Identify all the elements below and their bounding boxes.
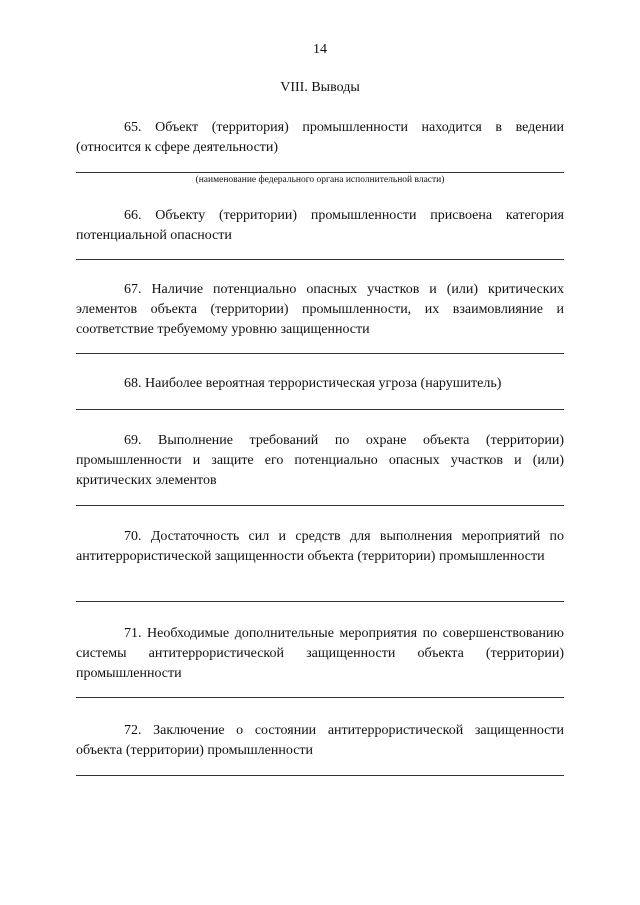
fill-line-67 [76,353,564,354]
page-number: 14 [313,42,327,57]
item-72-text: 72. Заключение о состоянии антитеррористической защищенности объекта (территории) промышленности [76,723,564,758]
fill-line-71 [76,697,564,698]
item-67-text: 67. Наличие потенциально опасных участков и (или) критических элементов объекта (территории) промышленности, их взаимовлияние и соответствие требуемому уровню защищенности [76,282,564,337]
item-68 [76,374,564,394]
item-66 [76,206,564,246]
fill-line-72 [76,775,564,776]
item-67 [76,280,564,340]
fill-line-65 [76,172,564,173]
item-65-text: 65. Объект (территория) промышленности находится в ведении (относится к сфере деятельности) [76,120,564,155]
item-70-text: 70. Достаточность сил и средств для выполнения мероприятий по антитеррористической защищенности объекта (территории) промышленности [76,529,564,564]
item-65 [76,118,564,158]
item-72 [76,721,564,761]
caption-federal-authority: (наименование федерального органа исполнительной власти) [195,175,445,185]
item-69-text: 69. Выполнение требований по охране объекта (территории) промышленности и защите его потенциально опасных участков и (или) критических элементов [76,433,564,488]
fill-line-69 [76,505,564,506]
item-69 [76,431,564,491]
item-68-text: 68. Наиболее вероятная террористическая угроза (нарушитель) [124,376,502,391]
fill-line-68 [76,409,564,410]
section-heading: VIII. Выводы [280,80,360,95]
fill-line-70 [76,601,564,602]
item-66-text: 66. Объекту (территории) промышленности присвоена категория потенциальной опасности [76,208,564,243]
item-70 [76,527,564,567]
item-71-text: 71. Необходимые дополнительные мероприятия по совершенствованию системы антитеррористической защищенности объекта (территории) промышленности [76,626,564,681]
item-71 [76,624,564,684]
fill-line-66 [76,259,564,260]
